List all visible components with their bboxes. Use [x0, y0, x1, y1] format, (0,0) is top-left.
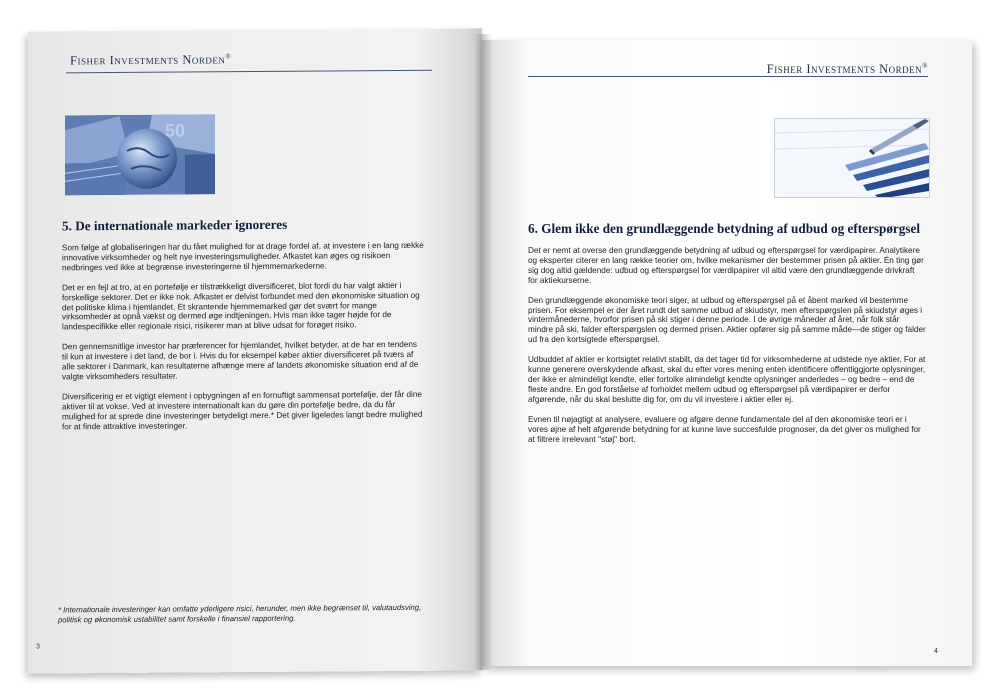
right-page-heading: 6. Glem ikke den grundlæggende betydning af udbud og efterspørgsel: [528, 221, 921, 236]
left-page-body: [62, 241, 424, 442]
svg-text:50: 50: [165, 120, 186, 141]
pen-and-bar-chart-photo: [774, 118, 930, 198]
left-page-number: 3: [36, 643, 40, 651]
left-paragraph: Den gennemsnitlige investor har præferencer for hjemlandet, hvilket betyder, at de har en tendens til kun at investere i det land, de bor i. Hvis du for eksempel køber aktier diversificeret på tværs af alle sektorer i Danmark, kan resultaterne afhænge mere af landets økonomiske situation end af de valgte virksomheders resultater.: [62, 340, 419, 382]
left-page-heading: 5. De internationale markeder ignoreres: [62, 216, 288, 234]
book-spine-shadow: [474, 34, 492, 670]
right-header-rule: [528, 76, 928, 77]
right-paragraph: Evnen til nøjagtigt at analysere, evaluere og afgøre denne fundamentale del af den økonomiske teori er i vores øjne af helt afgørende betydning for at kunne lave succesfulde prognoser, da det giver os mulighed for at filtrere irrelevant "støj" bort.: [528, 414, 921, 444]
left-header-rule: [66, 70, 432, 74]
left-page: [28, 28, 482, 673]
right-paragraph: Det er nemt at overse den grundlæggende betydning af udbud og efterspørgsel for værdipapirer. Analytikere og eksperter citerer en lang række teorier om, hvilke mekanismer der bestemmer prisen på aktier. Én ting gør sig dog altid gældende: udbud og efterspørgsel for værdipapirer vil altid være den grundlæggende drivkraft for aktiekurserne.: [528, 246, 924, 285]
left-paragraph: Som følge af globaliseringen har du fået mulighed for at drage fordel af, at investere i en lang række innovative virksomheder og helt nye investeringsmuligheder. Afkastet kan øges og risikoen nedbringes ved ikke at begrænse investeringerne til hjemmemarkederne.: [62, 240, 424, 273]
right-page-body: [528, 246, 926, 454]
right-page: [482, 40, 972, 666]
left-page-footnote: * Internationale investeringer kan omfatte yderligere risici, herunder, men ikke begrænset til, valutaudsving, politisk og økonomisk ustabilitet samt forskelle i finansiel rapportering.: [58, 602, 422, 624]
left-paragraph: Diversificering er et vigtigt element i opbygningen af en fornuftigt sammensat portefølje, der får dine aktiver til at vokse. Ved at investere internationalt kan du gøre din portefølje bedre, da du får mulighed for at sprede dine investeringer betydeligt mere.* Det giver ligeledes langt bedre mulighed for at finde attraktive investeringer.: [62, 389, 423, 431]
right-page-number: 4: [934, 648, 938, 655]
left-paragraph: Det er en fejl at tro, at en portefølje er tilstrækkeligt diversificeret, blot fordi du har valgt aktier i forskellige sektorer. Det er ikke nok. Afkastet er delvist forbundet med den økonomiske situation og det politiske klima i hjemlandet. Et skrantende hjemmemarked gør det svært for mange virksomheder at opnå vækst og dermed øge indtjeningen. Hvis man ikke tager højde for de landespecifikke eller regionale risici, risikerer man at blive udsat for forøget risiko.: [62, 280, 420, 332]
right-page-header: Fisher Investments Norden®: [766, 62, 928, 77]
left-page-header: Fisher Investments Norden®: [70, 52, 232, 68]
right-paragraph: Den grundlæggende økonomiske teori siger, at udbud og efterspørgsel på et åbent marked vil bestemme prisen. For eksempel er der året rundt det samme udbud af skiudstyr, men efterspørgslen på skiudstyr øges i vintermånederne, hvorfor prisen på ski stiger i denne periode. I de øvrige måneder af året, når folk står mindre på ski, falder efterspørgslen og dermed prisen. Aktier opfører sig på samme måde—de stiger og falder ud fra den kortsigtede efterspørgsel.: [528, 295, 926, 345]
globe-and-banknotes-photo: [65, 114, 215, 195]
right-paragraph: Udbuddet af aktier er kortsigtet relativt stabilt, da det tager tid for virksomhederne at udstede nye aktier. For at kunne generere overskydende afkast, skal du efter vores mening enten identificere offentliggjorte oplysninger, der ikke er almindeligt kendte, eller fortolke almindeligt kendte oplysninger anderledes – og bedre – end de fleste andre. En god forståelse af forholdet mellem udbud og efterspørgsel på værdipapirer er derfor afgørende, når du skal beslutte dig for, om du vil investere i aktier eller ej.: [528, 355, 926, 404]
